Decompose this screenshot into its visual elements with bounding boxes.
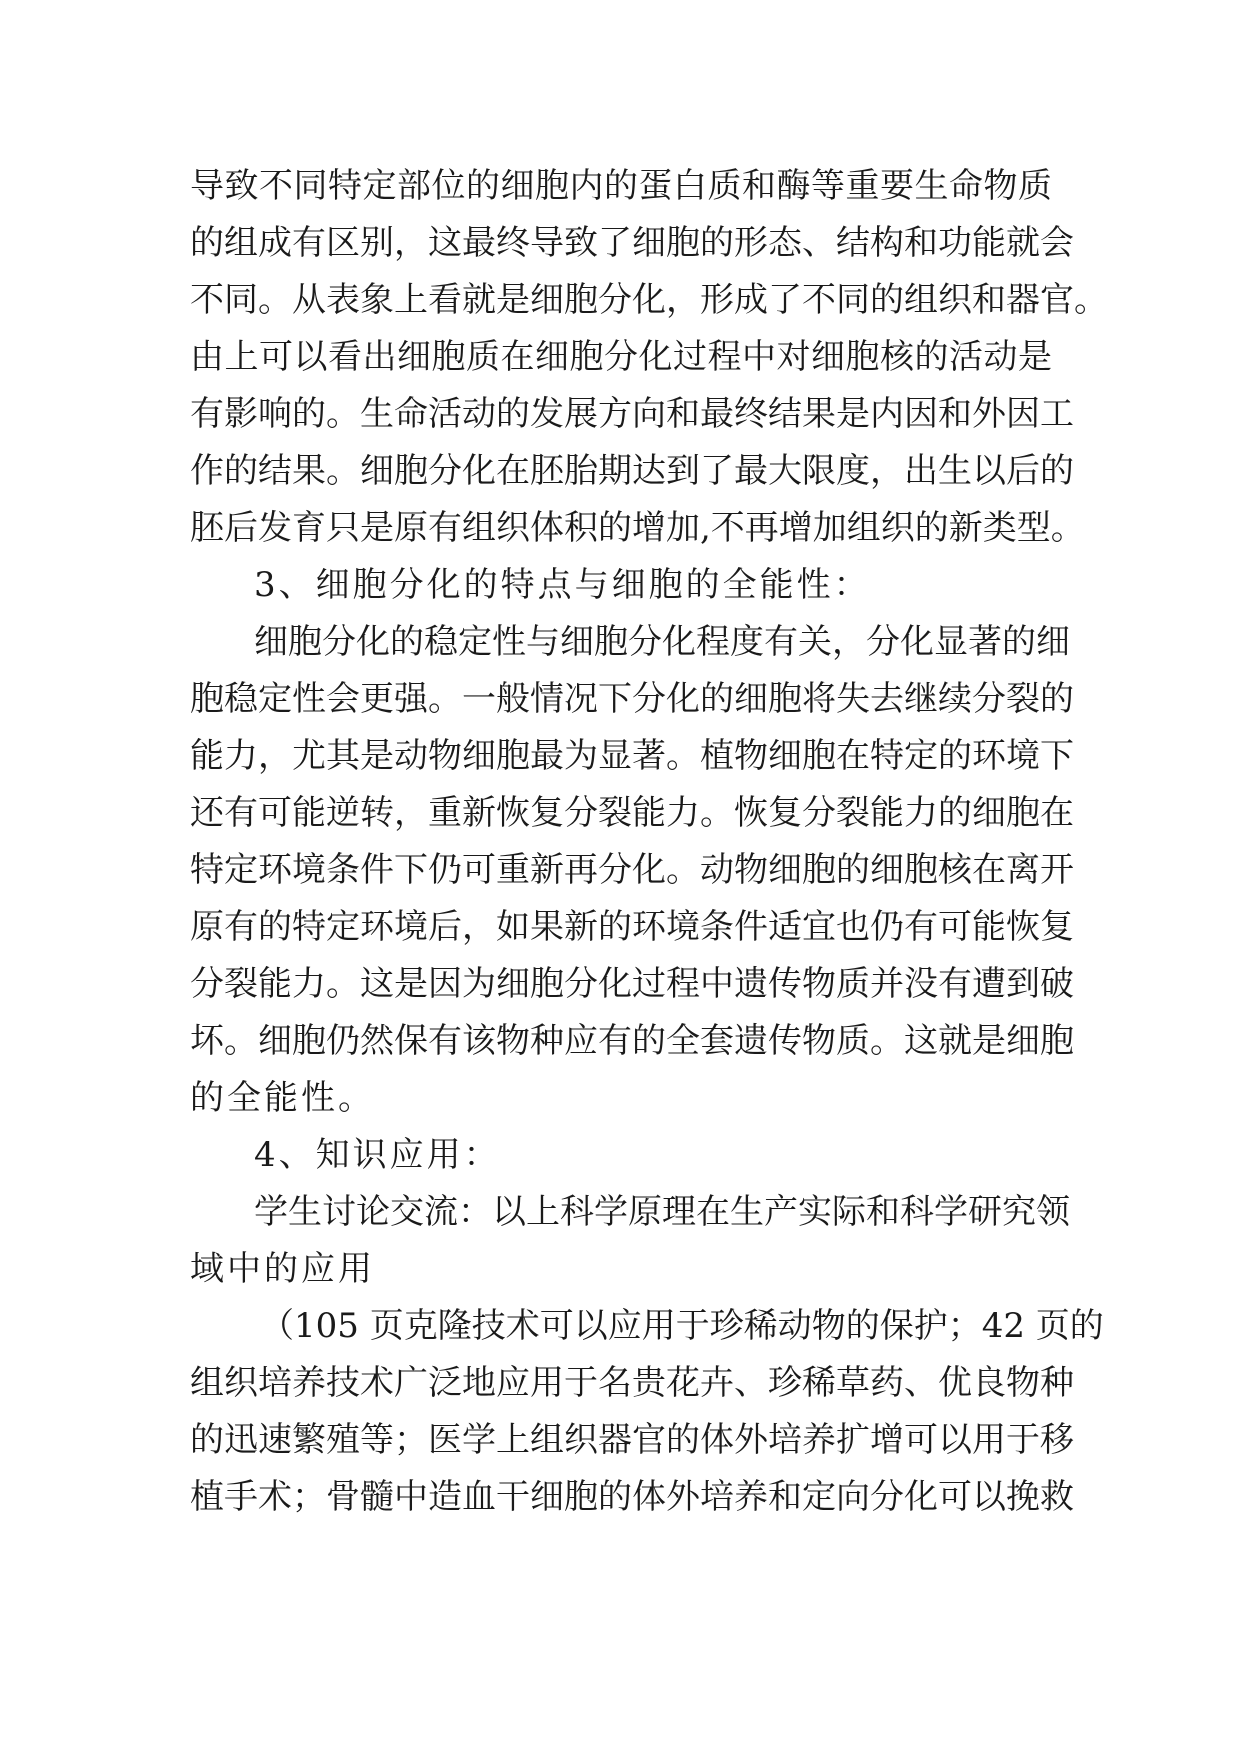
paragraph-line: 细胞分化的稳定性与细胞分化程度有关，分化显著的细 <box>254 622 1070 662</box>
section-heading-3: 3、细胞分化的特点与细胞的全能性： <box>254 565 871 605</box>
paragraph-line: 特定环境条件下仍可重新再分化。动物细胞的细胞核在离开 <box>190 850 1074 890</box>
paragraph-line: 原有的特定环境后，如果新的环境条件适宜也仍有可能恢复 <box>190 907 1074 947</box>
paragraph-line: 导致不同特定部位的细胞内的蛋白质和酶等重要生命物质 <box>190 166 1052 206</box>
paragraph-line: 学生讨论交流：以上科学原理在生产实际和科学研究领 <box>254 1192 1070 1232</box>
paragraph-line: 作的结果。细胞分化在胚胎期达到了最大限度，出生以后的 <box>190 451 1074 491</box>
paragraph-line: 域中的应用 <box>190 1249 375 1289</box>
paragraph-line: 分裂能力。这是因为细胞分化过程中遗传物质并没有遭到破 <box>190 964 1074 1004</box>
paragraph-line: 坏。细胞仍然保有该物种应有的全套遗传物质。这就是细胞 <box>190 1021 1074 1061</box>
paragraph-line: 不同。从表象上看就是细胞分化，形成了不同的组织和器官。 <box>190 280 1108 320</box>
paragraph-line: 能力，尤其是动物细胞最为显著。植物细胞在特定的环境下 <box>190 736 1074 776</box>
paragraph-line: 的全能性。 <box>190 1078 375 1118</box>
paragraph-line: 植手术；骨髓中造血干细胞的体外培养和定向分化可以挽救 <box>190 1477 1074 1517</box>
paragraph-line: 的组成有区别，这最终导致了细胞的形态、结构和功能就会 <box>190 223 1074 263</box>
paragraph-line: 有影响的。生命活动的发展方向和最终结果是内因和外因工 <box>190 394 1074 434</box>
paragraph-line: 胚后发育只是原有组织体积的增加,不再增加组织的新类型。 <box>190 508 1085 548</box>
paragraph-line: 组织培养技术广泛地应用于名贵花卉、珍稀草药、优良物种 <box>190 1363 1074 1403</box>
paragraph-line: 的迅速繁殖等；医学上组织器官的体外培养扩增可以用于移 <box>190 1420 1074 1460</box>
paragraph-line: 胞稳定性会更强。一般情况下分化的细胞将失去继续分裂的 <box>190 679 1074 719</box>
body-text <box>190 158 1108 1526</box>
paragraph-line: 由上可以看出细胞质在细胞分化过程中对细胞核的活动是 <box>190 337 1052 377</box>
paragraph-line: （105 页克隆技术可以应用于珍稀动物的保护；42 页的 <box>260 1306 1104 1346</box>
section-heading-4: 4、知识应用： <box>254 1135 501 1175</box>
paragraph-line: 还有可能逆转，重新恢复分裂能力。恢复分裂能力的细胞在 <box>190 793 1074 833</box>
